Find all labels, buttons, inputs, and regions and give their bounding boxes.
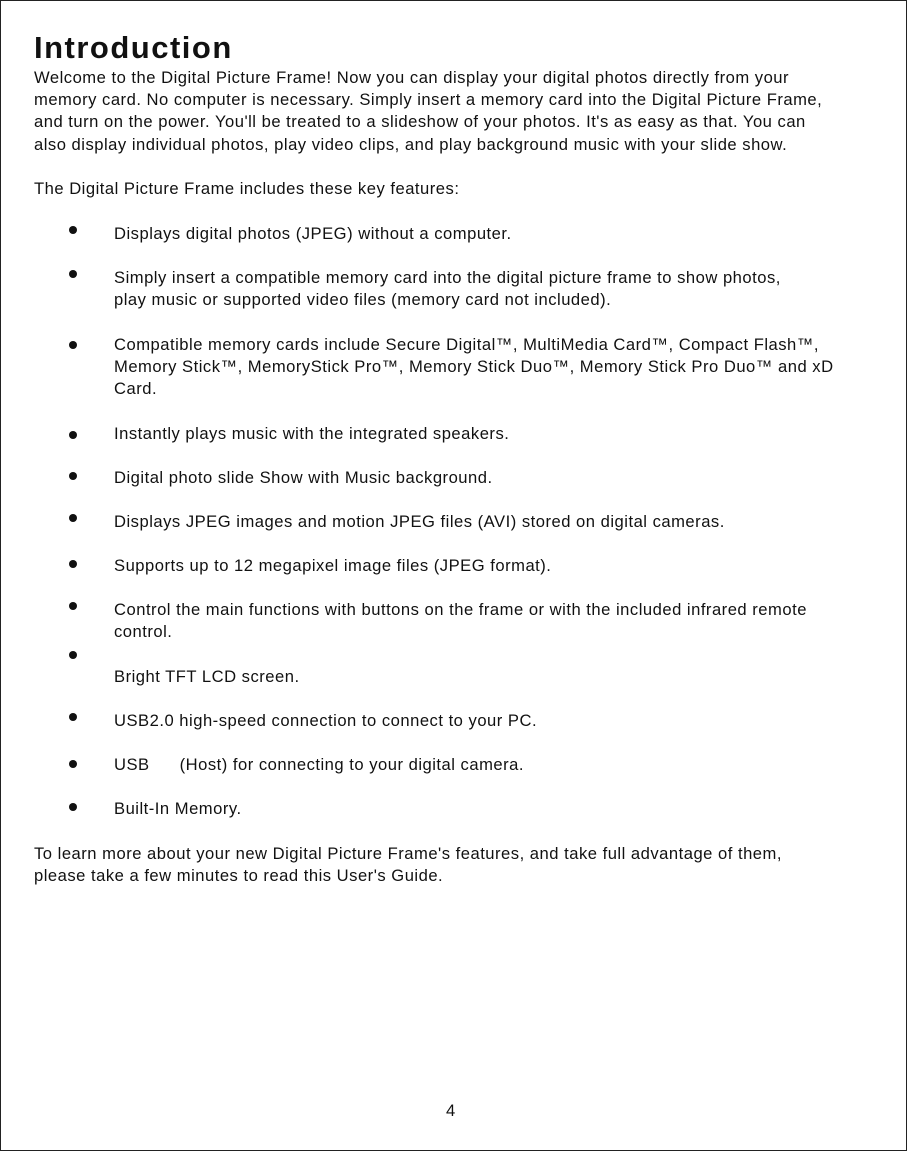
- feature-line: control.: [114, 622, 173, 642]
- intro-line: memory card. No computer is necessary. Simply insert a memory card into the Digital Picture Frame,: [34, 90, 823, 110]
- bullet-icon: [69, 713, 77, 721]
- feature-line: Digital photo slide Show with Music background.: [114, 468, 493, 487]
- bullet-icon: [69, 602, 77, 610]
- feature-text: [114, 223, 512, 245]
- feature-line: (Host) for connecting to your digital camera.: [179, 755, 525, 774]
- bullet-icon: [69, 270, 77, 278]
- feature-text: [114, 754, 524, 776]
- feature-text: [114, 710, 537, 732]
- bullet-icon: [69, 560, 77, 568]
- intro-line: and turn on the power. You'll be treated to a slideshow of your photos. It's as easy as that. You can: [34, 112, 806, 132]
- feature-text: [114, 467, 493, 489]
- feature-line: Supports up to 12 megapixel image files (JPEG format).: [114, 556, 552, 575]
- feature-line: USB: [114, 755, 150, 774]
- intro-paragraph: [34, 67, 906, 156]
- page-number: 4: [446, 1101, 456, 1120]
- closing-line: please take a few minutes to read this User's Guide.: [34, 866, 444, 886]
- feature-text: [114, 555, 551, 577]
- feature-line: Card.: [114, 379, 158, 399]
- feature-line: Displays JPEG images and motion JPEG files (AVI) stored on digital cameras.: [114, 512, 725, 531]
- feature-line: play music or supported video files (memory card not included).: [114, 290, 612, 310]
- bullet-icon: [69, 760, 77, 768]
- bullet-icon: [69, 803, 77, 811]
- bullet-icon: [69, 226, 77, 234]
- feature-line: Instantly plays music with the integrated speakers.: [114, 424, 510, 443]
- feature-text: [114, 666, 300, 688]
- feature-line: Bright TFT LCD screen.: [114, 667, 300, 686]
- features-heading: The Digital Picture Frame includes these key features:: [34, 179, 460, 198]
- feature-text: [114, 267, 781, 311]
- bullet-icon: [69, 341, 77, 349]
- bullet-icon: [69, 431, 77, 439]
- feature-text: [114, 798, 242, 820]
- feature-line: Control the main functions with buttons on the frame or with the included infrared remote: [114, 600, 807, 619]
- bullet-icon: [69, 472, 77, 480]
- feature-text: [114, 423, 509, 445]
- page-title: Introduction: [34, 30, 233, 65]
- bullet-icon: [69, 651, 77, 659]
- feature-text: [114, 599, 807, 643]
- feature-line: Simply insert a compatible memory card into the digital picture frame to show photos,: [114, 268, 781, 287]
- intro-line: Welcome to the Digital Picture Frame! Now you can display your digital photos directly from your: [34, 68, 790, 87]
- feature-text: [114, 511, 725, 533]
- closing-line: To learn more about your new Digital Picture Frame's features, and take full advantage of them,: [34, 844, 782, 863]
- feature-line: Displays digital photos (JPEG) without a computer.: [114, 224, 512, 243]
- feature-text: [114, 334, 834, 401]
- intro-line: also display individual photos, play video clips, and play background music with your slide show.: [34, 134, 788, 154]
- feature-line: Memory Stick™, MemoryStick Pro™, Memory Stick Duo™, Memory Stick Pro Duo™ and xD: [114, 357, 834, 377]
- feature-line: Compatible memory cards include Secure Digital™, MultiMedia Card™, Compact Flash™,: [114, 335, 819, 354]
- feature-line: USB2.0 high-speed connection to connect to your PC.: [114, 711, 538, 730]
- feature-line: Built-In Memory.: [114, 799, 242, 818]
- bullet-icon: [69, 514, 77, 522]
- closing-paragraph: [34, 843, 906, 887]
